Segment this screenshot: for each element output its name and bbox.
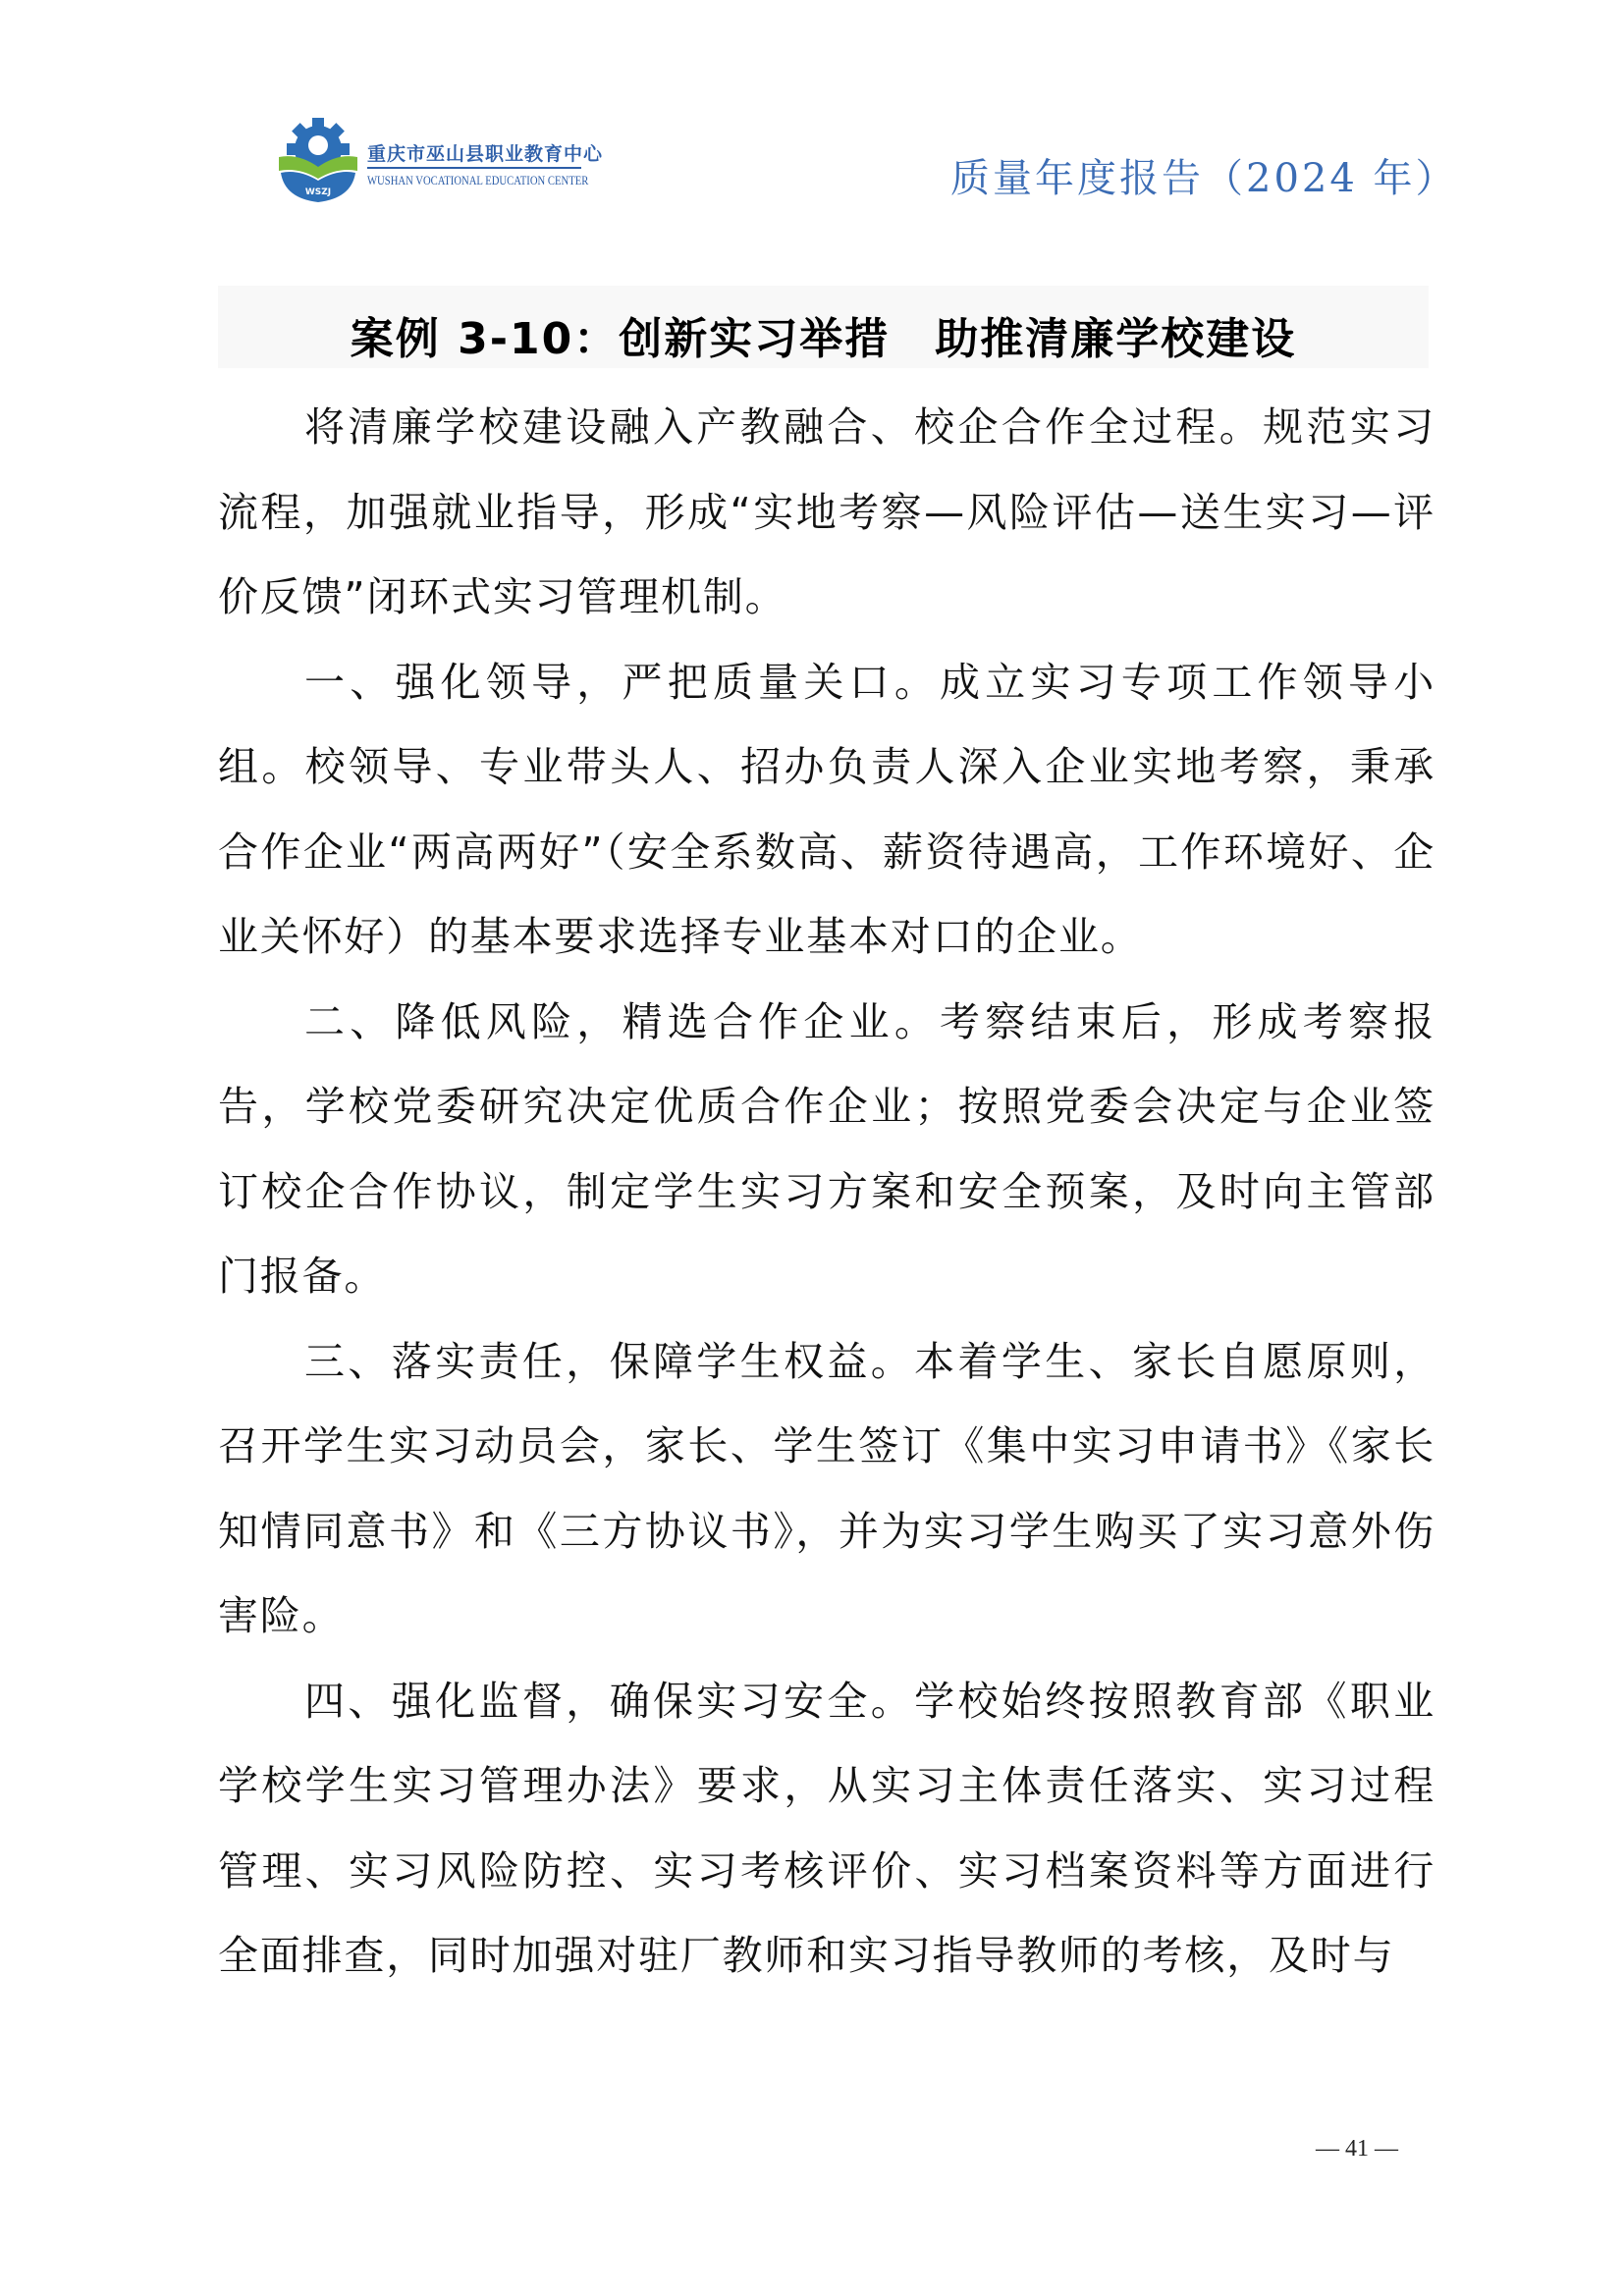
case-title: 案例 3-10：创新实习举措 助推清廉学校建设 [350,314,1297,364]
page-number: — 41 — [1316,2136,1398,2162]
case-title-band [218,286,1429,368]
page-header [0,0,1624,255]
school-name-cn: 重庆市巫山县职业教育中心 [367,143,604,165]
paragraph-section-2: 二、降低风险，精选合作企业。考察结束后，形成考察报告，学校党委研究决定优质合作企业；按照党委会决定与企业签订校企合作协议，制定学生实习方案和安全预案，及时向主管部门报备。 [218,997,1435,1300]
gear-book-emblem-icon [273,116,363,204]
paragraph-section-3: 三、落实责任，保障学生权益。本着学生、家长自愿原则，召开学生实习动员会，家长、学生签订《集中实习申请书》《家长知情同意书》和《三方协议书》，并为实习学生购买了实习意外伤害险。 [218,1337,1435,1639]
school-name-en: WUSHAN VOCATIONAL EDUCATION CENTER [367,173,589,187]
document-body [218,385,1435,1999]
report-title: 质量年度报告（2024 年） [950,156,1458,201]
paragraph-intro: 将清廉学校建设融入产教融合、校企合作全过程。规范实习流程，加强就业指导，形成“实地考察—风险评估—送生实习—评价反馈”闭环式实习管理机制。 [218,403,1435,620]
school-logo [273,116,604,204]
logo-divider [367,167,581,169]
paragraph-section-1: 一、强化领导，严把质量关口。成立实习专项工作领导小组。校领导、专业带头人、招办负责人深入企业实地考察，秉承合作企业“两高两好”（安全系数高、薪资待遇高，工作环境好、企业关怀好）的基本要求选择专业基本对口的企业。 [218,658,1435,960]
svg-text:WSZJ: WSZJ [304,187,332,197]
paragraph-section-4: 四、强化监督，确保实习安全。学校始终按照教育部《职业学校学生实习管理办法》要求，从实习主体责任落实、实习过程管理、实习风险防控、实习考核评价、实习档案资料等方面进行全面排查，同时加强对驻厂教师和实习指导教师的考核，及时与 [218,1677,1435,1979]
